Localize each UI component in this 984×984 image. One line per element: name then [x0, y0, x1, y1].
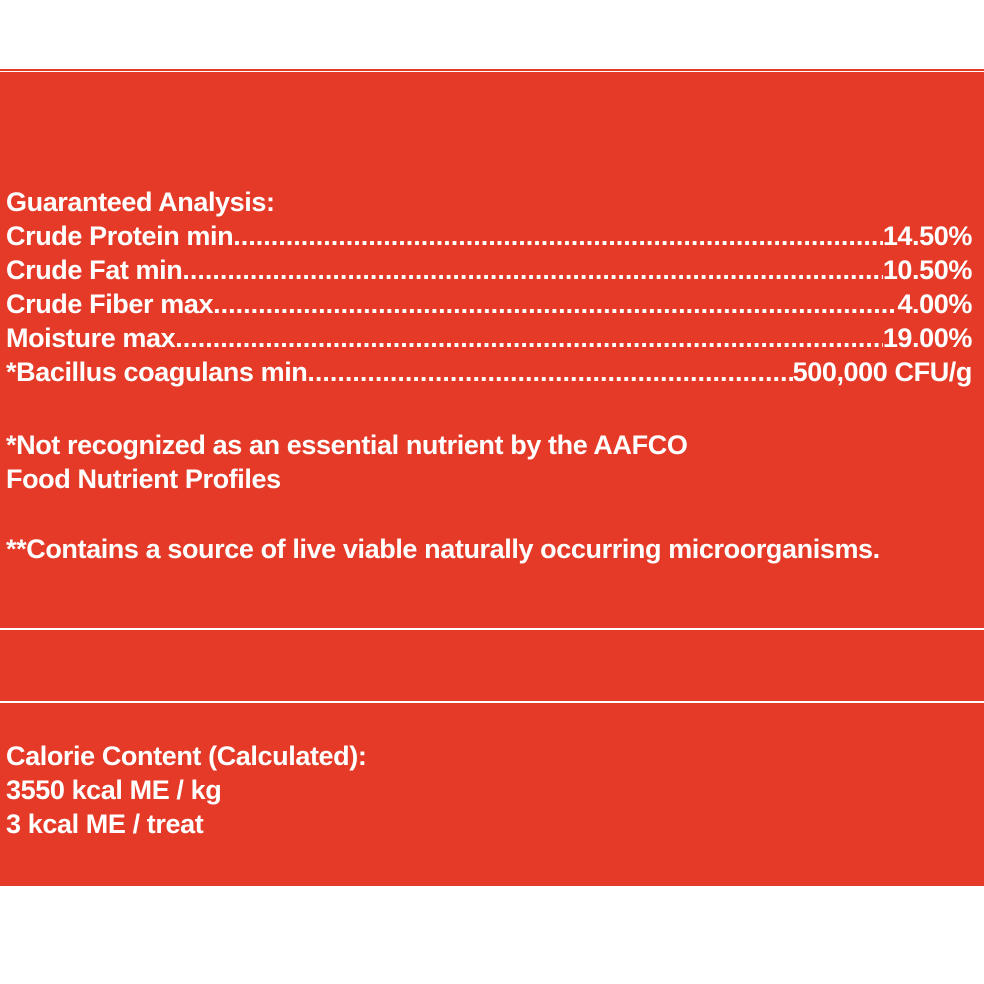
analysis-row-crude-fiber	[6, 287, 972, 321]
calorie-per-kg: 3550 kcal ME / kg	[6, 775, 222, 805]
calorie-content-title: Calorie Content (Calculated):	[6, 741, 367, 771]
spacer-panel	[0, 630, 984, 701]
dot-leader	[307, 355, 792, 389]
guaranteed-analysis-title: Guaranteed Analysis:	[6, 187, 275, 217]
aafco-footnote	[6, 428, 974, 496]
analysis-label: *Bacillus coagulans min	[6, 357, 308, 387]
guaranteed-analysis-list	[6, 185, 972, 389]
dot-leader	[182, 253, 883, 287]
analysis-label: Crude Protein min	[6, 221, 234, 251]
analysis-label: Crude Fat min	[6, 255, 183, 285]
analysis-row-bacillus-coagulans	[6, 355, 972, 389]
analysis-value: 14.50%	[882, 221, 972, 251]
analysis-label: Moisture max	[6, 323, 176, 353]
analysis-row-moisture	[6, 321, 972, 355]
aafco-footnote-line-2: Food Nutrient Profiles	[6, 464, 281, 494]
aafco-footnote-line-1: *Not recognized as an essential nutrient by the AAFCO	[6, 430, 688, 460]
guaranteed-analysis-panel	[0, 72, 984, 628]
dot-leader	[233, 219, 883, 253]
dot-leader	[213, 287, 897, 321]
top-divider-line	[0, 69, 984, 71]
calorie-content-panel	[0, 703, 984, 886]
analysis-label: Crude Fiber max	[6, 289, 214, 319]
calorie-content-list	[6, 739, 972, 841]
dot-leader	[175, 321, 883, 355]
analysis-value: 500,000 CFU/g	[792, 357, 972, 387]
analysis-value: 4.00%	[897, 289, 972, 319]
analysis-row-crude-protein	[6, 219, 972, 253]
analysis-row-crude-fat	[6, 253, 972, 287]
analysis-value: 10.50%	[882, 255, 972, 285]
microorganisms-footnote: **Contains a source of live viable naturally occurring microorganisms.	[6, 534, 880, 564]
calorie-per-treat: 3 kcal ME / treat	[6, 809, 204, 839]
analysis-value: 19.00%	[882, 323, 972, 353]
